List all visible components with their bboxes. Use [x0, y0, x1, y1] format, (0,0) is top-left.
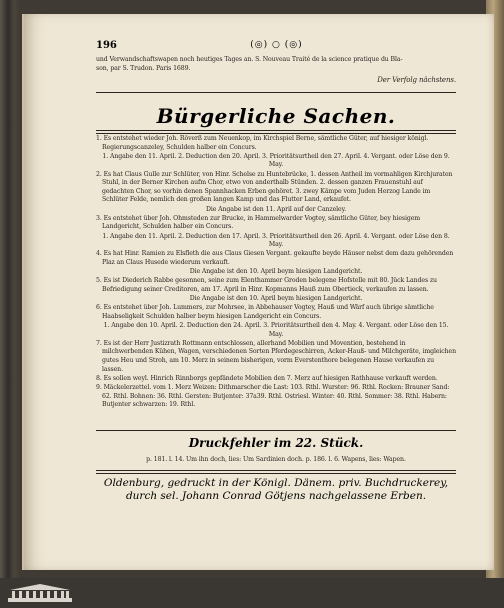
entry: 1. Angabe den 11. April. 2. Deduction den 17. April. 3. Prioritätsurtheil den 26. April. 4. Vergant. oder Löse den 8. May. [102, 232, 450, 249]
entry: 2. Es hat Claus Gulle zur Schlüter, von Hinr. Schelse zu Huntebrücke, 1. dessen Antheil im vormahligen Kirchjuraten Stuhl, in der Berner Kirchen aufm Chor, etwo von anderthalb Stünden. 2. dessen ganzen Frauenstuhl auf gedachten Chor, so vorhin denen Spannhacken Erben gehöret. 3. zwey Kämpe vom Juden Herzog Lande im Schlüter Felde, nemlich den großen langen Kamp und das Flutter Land, erkaufet. [96, 170, 453, 204]
page-number: 196 [96, 39, 117, 51]
divider-title [96, 130, 456, 134]
entry: 1. Es entstehet wieder Joh. Röverß zum Neuenkop, im Kirchspiel Berne, sämtliche Güter, auf hiesiger königl. Regierungscanzeley, Schulden halber ein Concurs. [96, 135, 429, 151]
library-building-icon [6, 582, 74, 604]
header-line-1: und Verwandschaftswapen noch heutiges Tages an. S. Nouveau Traité de la science pratique du Bla- [96, 56, 403, 63]
divider-top [96, 92, 456, 93]
imprint-line-1: Oldenburg, gedruckt in der Königl. Dänem. priv. Buchdruckerey, [103, 477, 449, 489]
entry: 4. Es hat Hinr. Ramien zu Elsfleth die aus Claus Giesen Vergant. gekaufte beyde Häuser nebst dem dazu gehörenden Plaz an Claus Husede wiederum verkauft. [96, 250, 454, 266]
divider-errata [96, 430, 456, 431]
header-line-2: son, par S. Trudon. Paris 1689. [96, 64, 191, 72]
entry: 7. Es ist der Herr Justizrath Rottmann entschlossen, allerhand Mobilien und Moventien, bestehend in milchwerbenden Kühen, Wagen, verschiedenen Sorten Pferdegeschirren, Acker-Hauß- und Milchgeräte, imgleichen gutes Heu und Stroh, am 10. Merz in seinem bisherigen, vorm Everstenthore belegenen Hause verkaufen zu lassen. [96, 339, 456, 373]
viewer-footer [0, 578, 504, 608]
running-header [96, 38, 456, 52]
errata-title: Druckfehler im 22. Stück. [188, 436, 364, 450]
entry: 3. Es entstehet über Joh. Ohmsteden zur Brucke, in Hammelwarder Vogtey, sämtliche Güter, bey hiesigem Landgericht, Schulden halber ein Concurs. [96, 214, 421, 231]
header-paragraph [96, 56, 456, 85]
imprint-line-2: durch sel. Johann Conrad Götjens nachgelassene Erben. [125, 490, 427, 502]
entry: 8. Es sollen weyl. Hinrich Rinnborgs gepfändete Mobilien den 7. Merz auf hiesigen Rathhause verkauft werden. [96, 374, 438, 382]
header-ornament: (◎) ○ (◎) [250, 40, 303, 50]
entry: 9. Mäckelerzettel. vom 1. Merz Weizen: Dithmarscher die Last: 103. Rthl. Wurster: 96. Rthl. Rocken: Brauner Sand: 62. Rthl. Bohnen: 36. Rthl. Gersten: Butjenter: 37a39. Rthl. Ostriesl. Winter: 40. Rthl. Sommer: 38. Rthl. Habern: Butjenter schwarzen: 19. Rthl. [96, 383, 450, 409]
continued-note: Der Verfolg nächstens. [377, 76, 456, 85]
entry: Die Angabe ist den 11. April auf der Canzeley. [205, 205, 347, 213]
entry: 6. Es entstehet über Joh. Lummers, zur Mohrsee, in Abbehauser Vogtey, Hauß und Wärf auch übrige sämtliche Haabseligkeit Schulden halber beym hiesigen Landgericht ein Concurs. [96, 304, 434, 320]
divider-imprint [96, 470, 456, 474]
entry: 5. Es ist Diederich Rabbe gesonnen, seine zum Elenthammer Groden belegene Hofstelle mit 80. Jück Landes zu Befriedigung seiner Creditoren, am 17. April in Hinr. Kopmanns Hauß zum Obertieck, verkaufen zu lassen. [96, 277, 437, 293]
entry: 1. Angabe den 11. April. 2. Deduction den 20. April. 3. Prioritätsurtheil den 27. April. 4. Vergant. oder Löse den 9. May. [102, 152, 450, 169]
entry: 1. Angabe den 10. April. 2. Deduction den 24. April. 3. Prioritätsurtheil den 4. May. 4. Vergant. oder Löse den 15. May. [103, 322, 449, 338]
errata-text: p. 181. l. 14. Um ihn doch, lies: Um Sardinien doch. p. 186. l. 6. Wapens, lies: Wapen. [146, 456, 406, 463]
entry: Die Angabe ist den 10. April beym hiesigen Landgericht. [189, 295, 363, 303]
entry: Die Angabe ist den 10. April beym hiesigen Landgericht. [189, 268, 363, 276]
entries-list [96, 135, 456, 410]
imprint [96, 477, 456, 503]
section-title: Bürgerliche Sachen. [156, 104, 396, 128]
